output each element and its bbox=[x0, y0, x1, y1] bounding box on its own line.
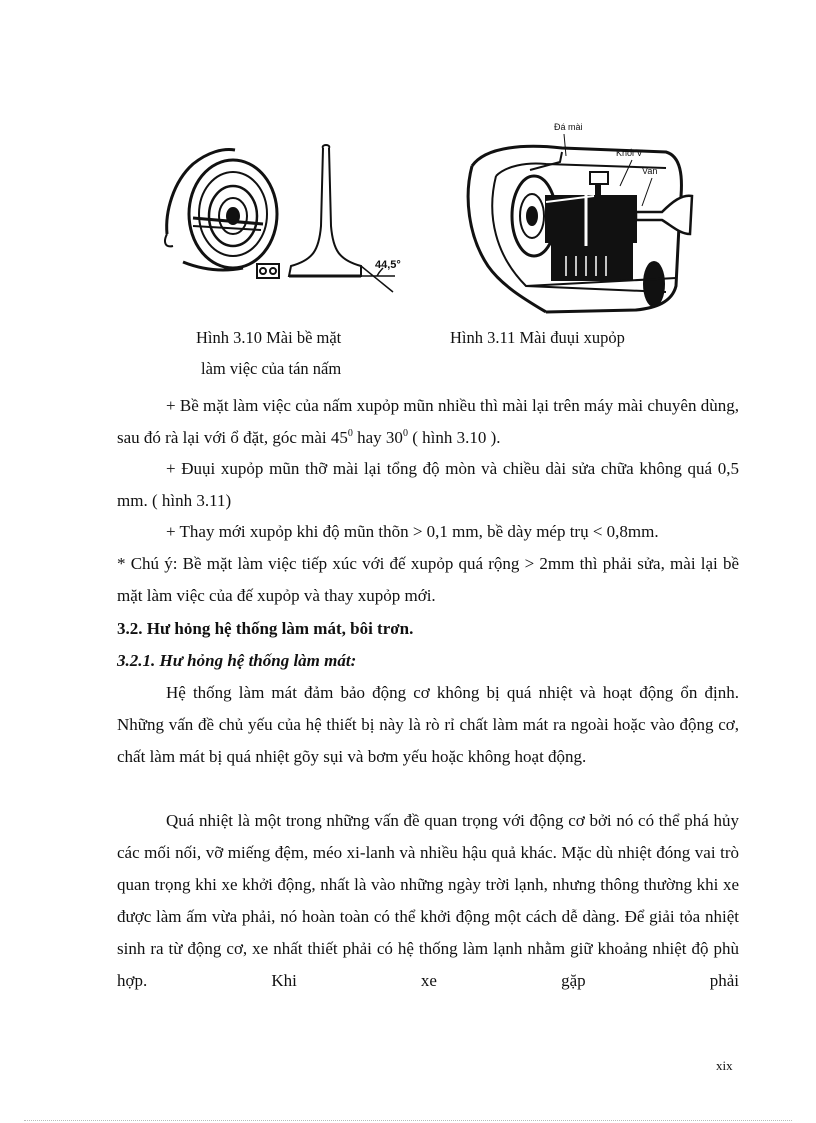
figure-3-10-caption-line1: Hình 3.10 Mài bề mặt bbox=[196, 328, 342, 347]
degree-superscript-2: 0 bbox=[402, 428, 408, 439]
page-bottom-divider bbox=[24, 1120, 792, 1121]
degree-superscript-1: 0 bbox=[347, 428, 353, 439]
page-number: xix bbox=[716, 1058, 733, 1073]
heading-3-2: 3.2. Hư hỏng hệ thống làm mát, bôi trơn. bbox=[117, 619, 414, 638]
paragraph-cooling-system: Hệ thống làm mát đảm bảo động cơ không bị quá nhiệt và hoạt động ổn định. Những vấn đề chủ yếu của hệ thiết bị này là rò rỉ chất làm mát ra ngoài hoặc vào động cơ, chất làm mát bị quá nhiệt gõy sụi và bơm yếu hoặc không hoạt động. bbox=[117, 683, 739, 766]
label-valve: Van bbox=[642, 166, 658, 176]
label-grinding-stone: Đá mài bbox=[554, 122, 583, 132]
paragraph-overheating: Quá nhiệt là một trong những vấn đề quan trọng với động cơ bởi nó có thể phá hủy các mối nối, vỡ miếng đệm, méo xi-lanh và nhiều hậu quả khác. Mặc dù nhiệt đóng vai trò quan trọng khi xe khởi động, nhất là vào những ngày trời lạnh, nhưng thông thường khi xe được làm ấm vừa phải, nó hoàn toàn có thể khởi động một cách dễ dàng. Để giải tỏa nhiệt sinh ra từ động cơ, xe nhất thiết phải có hệ thống làm lạnh nhằm giữ khoảng nhiệt độ phù hợp. Khi xe gặp phải bbox=[117, 811, 739, 990]
paragraph-valve-face-end: ( hình 3.10 ). bbox=[407, 428, 501, 447]
angle-label: 44,5° bbox=[375, 259, 401, 271]
paragraph-replace-valve: + Thay mới xupỏp khi độ mũn thõn > 0,1 mm, bề dày mép trụ < 0,8mm. bbox=[166, 522, 659, 541]
figure-3-10-valve-face-drawing bbox=[163, 142, 415, 310]
grinding-chuck-illustration bbox=[165, 150, 279, 278]
heading-3-2-1: 3.2.1. Hư hỏng hệ thống làm mát: bbox=[117, 651, 357, 670]
label-v-block: Khối V bbox=[616, 148, 643, 158]
paragraph-valve-face bbox=[117, 390, 739, 454]
paragraph-valve-face-mid: hay 30 bbox=[352, 428, 403, 447]
figure-3-11-valve-stem-drawing bbox=[466, 116, 702, 316]
figure-3-11-caption: Hình 3.11 Mài đuụi xupỏp bbox=[450, 328, 625, 347]
figure-3-10-caption-line2: làm việc của tán nấm bbox=[201, 359, 342, 378]
valve-illustration bbox=[289, 145, 361, 276]
paragraph-valve-face-start: + Bề mặt làm việc của nấm xupỏp mũn nhiều thì mài lại trên máy mài chuyên dùng, sau đó rà lại với ổ đặt, góc mài 45 bbox=[117, 396, 739, 447]
grinder-machine-illustration bbox=[468, 134, 692, 312]
paragraph-valve-stem: + Đuụi xupỏp mũn thỡ mài lại tổng độ mòn và chiều dài sửa chữa không quá 0,5 mm. ( hình 3.11) bbox=[117, 459, 739, 510]
paragraph-note: * Chú ý: Bề mặt làm việc tiếp xúc với đế xupỏp quá rộng > 2mm thì phải sửa, mài lại bề mặt làm việc của đế xupỏp và thay xupỏp mới. bbox=[117, 554, 739, 605]
